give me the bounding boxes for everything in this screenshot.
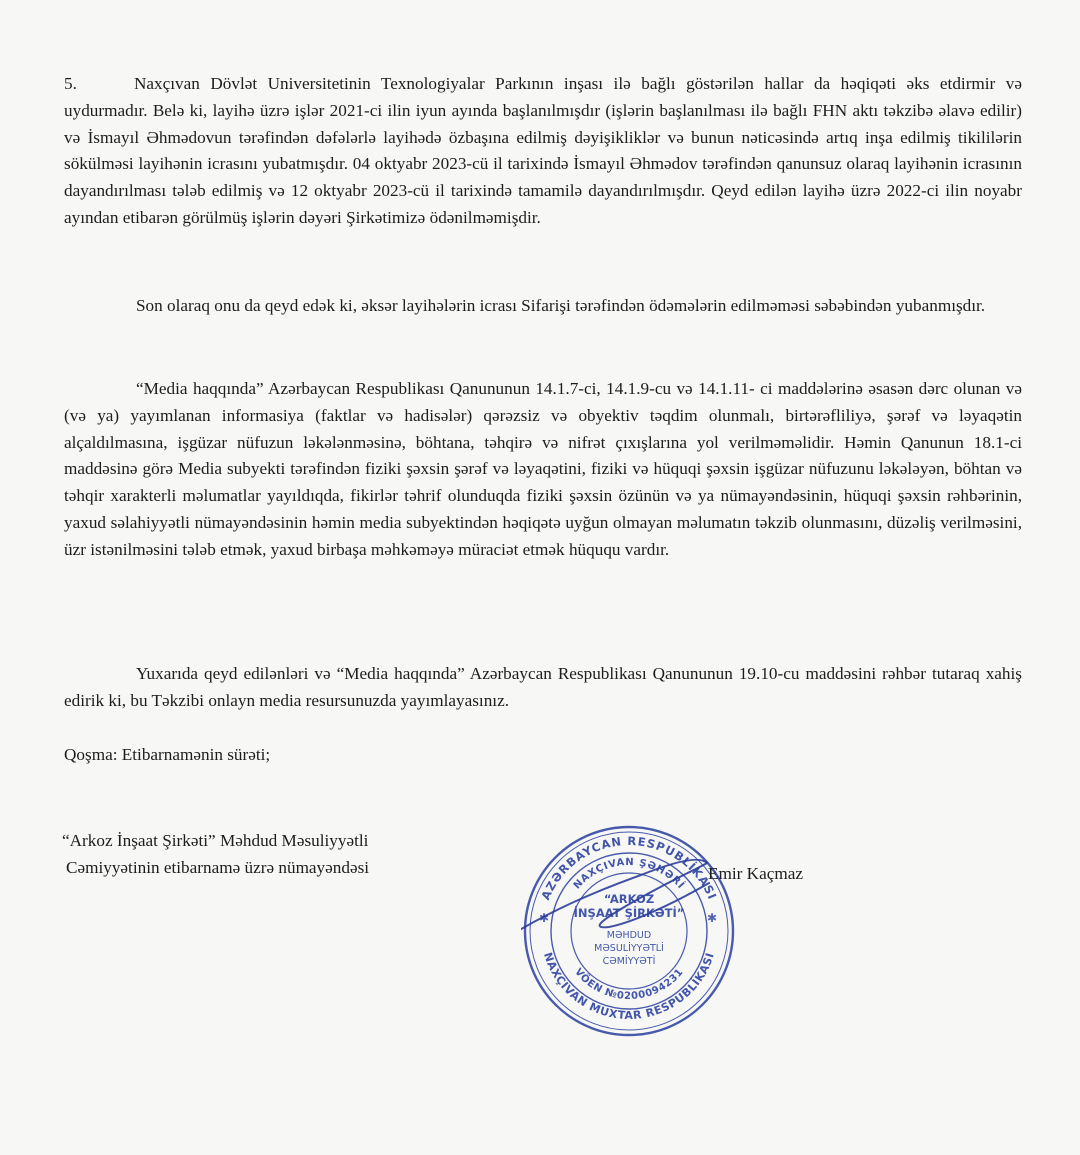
stamp-center-line-5: CƏMİYYƏTİ [602,956,656,967]
signatory-org-line-1: “Arkoz İnşaat Şirkəti” Məhdud Məsuliyyətli [62,831,369,850]
stamp-center-line-4: MƏSULİYYƏTLİ [594,943,664,954]
svg-text:NAXÇIVAN ŞƏHƏRİ [572,857,689,891]
stamp-star-left-icon: ✱ [539,911,550,925]
paragraph-request: Yuxarıda qeyd edilənləri və “Media haqqında” Azərbaycan Respublikası Qanununun 19.10-cu maddəsini rəhbər tutaraq xahiş edirik ki, bu Təkzibi onlayn media resursunuzda yayımlayasınız. [64,664,1022,710]
paragraph-media-law: “Media haqqında” Azərbaycan Respublikası Qanununun 14.1.7-ci, 14.1.9-cu və 14.1.11- ci maddələrinə əsasən dərc olunan və (və ya) yayımlanan informasiya (faktlar və hadisələr) qərəzsiz və obyektiv təqdim olunmalı, birtərəfliliyə, şərəf və ləyaqətin alçaldılmasına, işgüzar nüfuzun ləkələnməsinə, böhtana, təhqirə və nifrət çıxışlarına yol verilməməlidir. Həmin Qanunun 18.1-ci maddəsinə görə Media subyekti tərəfindən fiziki şəxsin şərəf və ləyaqətini, fiziki və hüquqi şəxsin işgüzar nüfuzunu ləkələyən, böhtan və təhqir xarakterli məlumatlar yayıldıqda, fikirlər təhrif olunduqda fiziki şəxsin özünün və ya nümayəndəsinin, hüquqi şəxsin rəhbərinin, yaxud səlahiyyətli nümayəndəsinin həmin media subyektindən həqiqətə uyğun olmayan məlumatın təkzib olunmasını, düzəliş verilməsini, üzr istənilməsini tələb etmək, yaxud birbaşa məhkəməyə müraciət etmək hüququ vardır. [64,379,1022,559]
stamp-center-line-2: İNŞAAT ŞİRKƏTİ” [573,906,685,920]
attachment-note: Qoşma: Etibarnamənin sürəti; [64,745,271,764]
svg-text:VÖEN №0200094231 [572,967,686,1002]
paragraph-5 [64,71,1022,232]
stamp-center-line-3: MƏHDUD [606,930,652,941]
signatory-name: Emir Kaçmaz [708,864,803,883]
paragraph-number: 5. [64,74,77,93]
stamp-outer-bottom-text: NAXÇIVAN MUXTAR RESPUBLİKASI [541,950,717,1023]
stamp-center-line-1: “ARKOZ [603,892,655,906]
stamp-inner-top-text: NAXÇIVAN ŞƏHƏRİ [571,856,687,892]
stamp-inner-bottom-text: VÖEN №0200094231 [572,966,686,1003]
signatory-organization [62,827,369,881]
signatory-org-line-2: Cəmiyyətinin etibarnamə üzrə nümayəndəsi [66,858,370,877]
stamp-outer-top-text: AZƏRBAYCAN RESPUBLİKASI [538,833,720,902]
paragraph-conclusion: Son olaraq onu da qeyd edək ki, əksər layihələrin icrası Sifarişi tərəfindən ödəmələrin edilməməsi səbəbindən yubanmışdır. [136,296,986,315]
paragraph-5-text: Naxçıvan Dövlət Universitetinin Texnologiyalar Parkının inşası ilə bağlı göstərilən hallar da həqiqəti əks etdirmir və uydurmadır. Belə ki, layihə üzrə işlər 2021-ci ilin iyun ayında başlanılmışdır (işlərin başlanılması ilə bağlı FHN aktı təkzibə əlavə edilir) və İsmayıl Əhmədovun tərəfindən dəfələrlə layihədə özbaşına edilmiş dəyişikliklər və bunun nəticəsində artıq inşa edilmiş tikililərin sökülməsi layihənin icrasını yubatmışdır. 04 oktyabr 2023-cü il tarixində İsmayıl Əhmədov tərəfindən qanunsuz olaraq layihənin icrasının dayandırılması tələb edilmiş və 12 oktyabr 2023-cü il tarixində tamamilə dayandırılmışdır. Qeyd edilən layihə üzrə 2022-ci ilin noyabr ayından etibarən görülmüş işlərin dəyəri Şirkətimizə ödənilməmişdir. [64,74,1022,227]
stamp-star-right-icon: ✱ [707,911,718,925]
company-stamp [521,823,737,1039]
